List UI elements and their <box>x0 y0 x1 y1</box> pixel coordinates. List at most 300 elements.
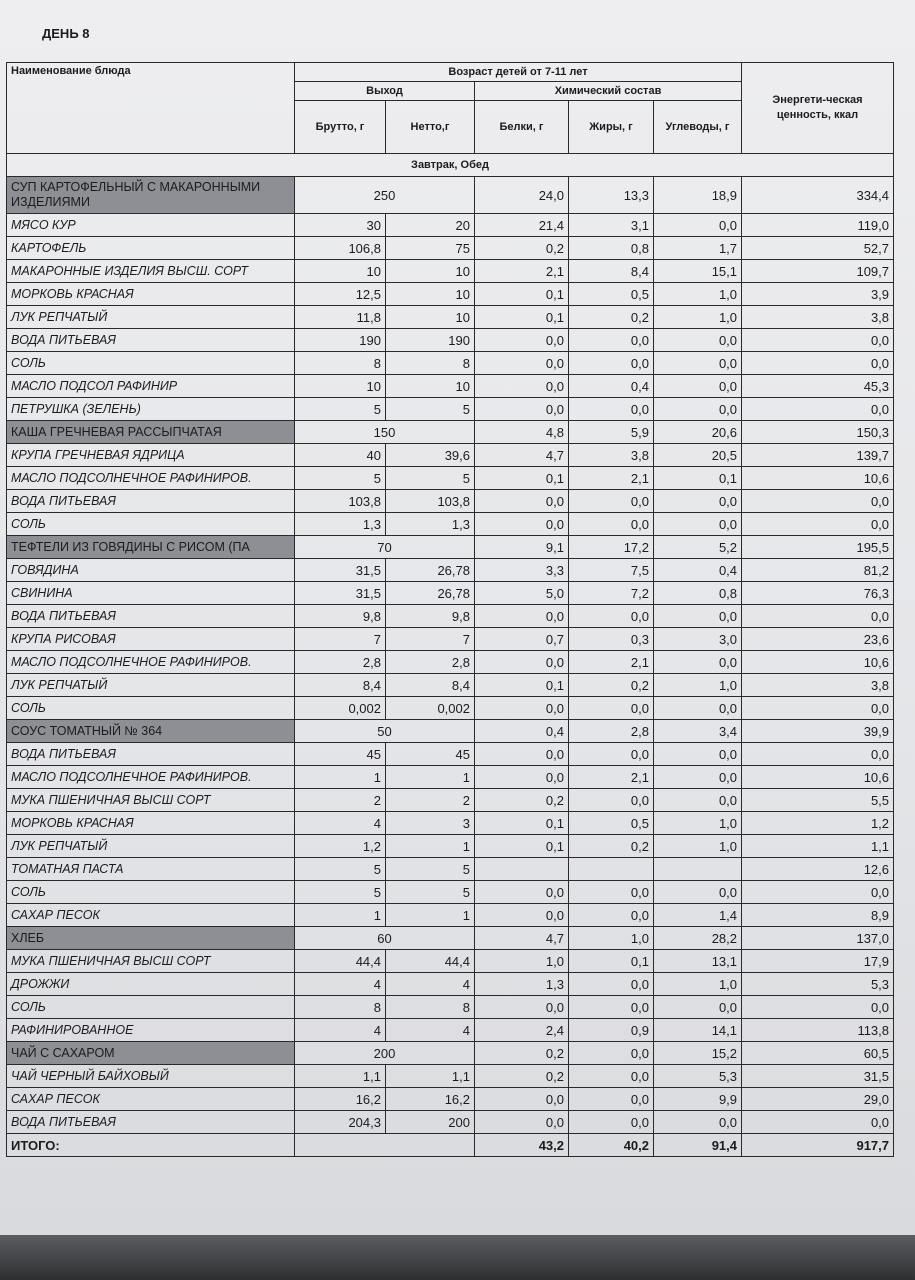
brutto-value: 31,5 <box>295 559 386 582</box>
ingredient-row <box>7 651 894 674</box>
brutto-value: 103,8 <box>295 490 386 513</box>
nutrition-table <box>6 62 894 1157</box>
ingredient-row <box>7 582 894 605</box>
fat-value: 1,0 <box>569 927 654 950</box>
energy-value: 81,2 <box>742 559 894 582</box>
protein-value: 0,2 <box>475 1065 569 1088</box>
ingredient-row <box>7 398 894 421</box>
fat-value: 3,1 <box>569 214 654 237</box>
ingredient-name: СОЛЬ <box>7 996 295 1019</box>
netto-value: 190 <box>386 329 475 352</box>
header-carbs: Углеводы, г <box>654 101 742 154</box>
brutto-value: 1 <box>295 904 386 927</box>
header-protein: Белки, г <box>475 101 569 154</box>
brutto-value: 1,2 <box>295 835 386 858</box>
protein-value: 0,0 <box>475 743 569 766</box>
fat-value: 0,2 <box>569 306 654 329</box>
energy-value: 0,0 <box>742 1111 894 1134</box>
carbs-value: 5,3 <box>654 1065 742 1088</box>
energy-value: 10,6 <box>742 467 894 490</box>
dish-output: 70 <box>295 536 475 559</box>
brutto-value: 11,8 <box>295 306 386 329</box>
protein-value: 4,7 <box>475 927 569 950</box>
total-protein: 43,2 <box>475 1134 569 1157</box>
fat-value: 0,0 <box>569 1065 654 1088</box>
brutto-value: 5 <box>295 398 386 421</box>
fat-value: 2,1 <box>569 766 654 789</box>
protein-value: 0,1 <box>475 306 569 329</box>
carbs-value: 0,0 <box>654 490 742 513</box>
ingredient-name: ПЕТРУШКА (ЗЕЛЕНЬ) <box>7 398 295 421</box>
total-energy: 917,7 <box>742 1134 894 1157</box>
ingredient-name: МАСЛО ПОДСОЛНЕЧНОЕ РАФИНИРОВ. <box>7 467 295 490</box>
ingredient-name: ДРОЖЖИ <box>7 973 295 996</box>
brutto-value: 190 <box>295 329 386 352</box>
energy-value: 3,8 <box>742 674 894 697</box>
ingredient-name: ВОДА ПИТЬЕВАЯ <box>7 1111 295 1134</box>
fat-value: 2,1 <box>569 651 654 674</box>
fat-value: 0,2 <box>569 674 654 697</box>
brutto-value: 1 <box>295 766 386 789</box>
energy-value: 10,6 <box>742 651 894 674</box>
ingredient-name: МАКАРОННЫЕ ИЗДЕЛИЯ ВЫСШ. СОРТ <box>7 260 295 283</box>
ingredient-row <box>7 1088 894 1111</box>
netto-value: 26,78 <box>386 559 475 582</box>
dish-name: КАША ГРЕЧНЕВАЯ РАССЫПЧАТАЯ <box>7 421 295 444</box>
netto-value: 10 <box>386 283 475 306</box>
total-empty <box>295 1134 475 1157</box>
protein-value: 0,0 <box>475 375 569 398</box>
protein-value: 0,1 <box>475 467 569 490</box>
ingredient-row <box>7 628 894 651</box>
ingredient-row <box>7 812 894 835</box>
fat-value: 0,9 <box>569 1019 654 1042</box>
brutto-value: 204,3 <box>295 1111 386 1134</box>
netto-value: 8,4 <box>386 674 475 697</box>
ingredient-name: РАФИНИРОВАННОЕ <box>7 1019 295 1042</box>
brutto-value: 10 <box>295 260 386 283</box>
fat-value: 0,0 <box>569 973 654 996</box>
ingredient-name: ЛУК РЕПЧАТЫЙ <box>7 306 295 329</box>
brutto-value: 31,5 <box>295 582 386 605</box>
carbs-value: 0,0 <box>654 398 742 421</box>
netto-value: 1 <box>386 766 475 789</box>
protein-value: 9,1 <box>475 536 569 559</box>
energy-value: 1,1 <box>742 835 894 858</box>
protein-value: 3,3 <box>475 559 569 582</box>
energy-value: 0,0 <box>742 743 894 766</box>
ingredient-name: СОЛЬ <box>7 697 295 720</box>
protein-value <box>475 858 569 881</box>
protein-value: 2,1 <box>475 260 569 283</box>
protein-value: 0,1 <box>475 835 569 858</box>
carbs-value: 0,0 <box>654 352 742 375</box>
fat-value: 0,0 <box>569 789 654 812</box>
brutto-value: 0,002 <box>295 697 386 720</box>
fat-value: 7,2 <box>569 582 654 605</box>
carbs-value: 20,5 <box>654 444 742 467</box>
carbs-value: 0,0 <box>654 766 742 789</box>
protein-value: 0,0 <box>475 1088 569 1111</box>
fat-value: 0,0 <box>569 1042 654 1065</box>
ingredient-name: СОЛЬ <box>7 352 295 375</box>
ingredient-name: СВИНИНА <box>7 582 295 605</box>
brutto-value: 2,8 <box>295 651 386 674</box>
energy-value: 29,0 <box>742 1088 894 1111</box>
ingredient-row <box>7 697 894 720</box>
protein-value: 0,0 <box>475 352 569 375</box>
background-surface <box>0 1235 915 1280</box>
carbs-value: 1,0 <box>654 283 742 306</box>
netto-value: 1 <box>386 904 475 927</box>
energy-value: 39,9 <box>742 720 894 743</box>
ingredient-name: КРУПА РИСОВАЯ <box>7 628 295 651</box>
header-chem: Химический состав <box>475 82 742 101</box>
dish-row <box>7 177 894 214</box>
carbs-value: 15,1 <box>654 260 742 283</box>
energy-value: 0,0 <box>742 490 894 513</box>
header-fat: Жиры, г <box>569 101 654 154</box>
ingredient-name: МУКА ПШЕНИЧНАЯ ВЫСШ СОРТ <box>7 950 295 973</box>
fat-value: 2,8 <box>569 720 654 743</box>
protein-value: 0,0 <box>475 398 569 421</box>
dish-name: СОУС ТОМАТНЫЙ № 364 <box>7 720 295 743</box>
carbs-value: 1,4 <box>654 904 742 927</box>
ingredient-row <box>7 329 894 352</box>
fat-value: 0,4 <box>569 375 654 398</box>
brutto-value: 8 <box>295 996 386 1019</box>
netto-value: 75 <box>386 237 475 260</box>
ingredient-row <box>7 467 894 490</box>
dish-output: 200 <box>295 1042 475 1065</box>
dish-output: 60 <box>295 927 475 950</box>
carbs-value <box>654 858 742 881</box>
protein-value: 2,4 <box>475 1019 569 1042</box>
netto-value: 39,6 <box>386 444 475 467</box>
energy-value: 3,8 <box>742 306 894 329</box>
energy-value: 0,0 <box>742 513 894 536</box>
netto-value: 1,1 <box>386 1065 475 1088</box>
protein-value: 0,0 <box>475 651 569 674</box>
protein-value: 4,8 <box>475 421 569 444</box>
protein-value: 0,0 <box>475 881 569 904</box>
protein-value: 0,0 <box>475 1111 569 1134</box>
header-brutto: Брутто, г <box>295 101 386 154</box>
fat-value: 2,1 <box>569 467 654 490</box>
netto-value: 5 <box>386 398 475 421</box>
energy-value: 12,6 <box>742 858 894 881</box>
ingredient-row <box>7 1065 894 1088</box>
protein-value: 24,0 <box>475 177 569 214</box>
brutto-value: 5 <box>295 467 386 490</box>
netto-value: 2 <box>386 789 475 812</box>
ingredient-row <box>7 375 894 398</box>
carbs-value: 1,7 <box>654 237 742 260</box>
netto-value: 10 <box>386 260 475 283</box>
netto-value: 44,4 <box>386 950 475 973</box>
carbs-value: 1,0 <box>654 674 742 697</box>
carbs-value: 3,4 <box>654 720 742 743</box>
energy-value: 5,3 <box>742 973 894 996</box>
fat-value: 0,0 <box>569 398 654 421</box>
ingredient-name: МУКА ПШЕНИЧНАЯ ВЫСШ СОРТ <box>7 789 295 812</box>
brutto-value: 4 <box>295 812 386 835</box>
brutto-value: 5 <box>295 858 386 881</box>
ingredient-name: СОЛЬ <box>7 513 295 536</box>
netto-value: 16,2 <box>386 1088 475 1111</box>
energy-value: 137,0 <box>742 927 894 950</box>
energy-value: 17,9 <box>742 950 894 973</box>
protein-value: 0,0 <box>475 329 569 352</box>
netto-value: 9,8 <box>386 605 475 628</box>
protein-value: 0,0 <box>475 513 569 536</box>
ingredient-row <box>7 444 894 467</box>
carbs-value: 13,1 <box>654 950 742 973</box>
total-label: ИТОГО: <box>7 1134 295 1157</box>
brutto-value: 45 <box>295 743 386 766</box>
protein-value: 0,2 <box>475 237 569 260</box>
brutto-value: 7 <box>295 628 386 651</box>
energy-value: 150,3 <box>742 421 894 444</box>
netto-value: 1 <box>386 835 475 858</box>
day-title: ДЕНЬ 8 <box>42 26 90 41</box>
energy-value: 23,6 <box>742 628 894 651</box>
fat-value <box>569 858 654 881</box>
header-dish-name: Наименование блюда <box>7 63 295 154</box>
ingredient-row <box>7 283 894 306</box>
total-row <box>7 1134 894 1157</box>
fat-value: 0,0 <box>569 881 654 904</box>
energy-value: 1,2 <box>742 812 894 835</box>
ingredient-row <box>7 513 894 536</box>
carbs-value: 0,0 <box>654 214 742 237</box>
energy-value: 109,7 <box>742 260 894 283</box>
ingredient-name: САХАР ПЕСОК <box>7 904 295 927</box>
header-output: Выход <box>295 82 475 101</box>
dish-output: 150 <box>295 421 475 444</box>
fat-value: 8,4 <box>569 260 654 283</box>
brutto-value: 1,3 <box>295 513 386 536</box>
carbs-value: 20,6 <box>654 421 742 444</box>
carbs-value: 0,0 <box>654 996 742 1019</box>
fat-value: 0,3 <box>569 628 654 651</box>
header-energy: Энергети-ческая ценность, ккал <box>742 63 894 154</box>
protein-value: 21,4 <box>475 214 569 237</box>
fat-value: 0,5 <box>569 283 654 306</box>
carbs-value: 1,0 <box>654 812 742 835</box>
ingredient-name: ВОДА ПИТЬЕВАЯ <box>7 490 295 513</box>
brutto-value: 16,2 <box>295 1088 386 1111</box>
dish-output: 250 <box>295 177 475 214</box>
carbs-value: 0,0 <box>654 651 742 674</box>
carbs-value: 0,0 <box>654 743 742 766</box>
dish-name: ТЕФТЕЛИ ИЗ ГОВЯДИНЫ С РИСОМ (ПА <box>7 536 295 559</box>
protein-value: 1,3 <box>475 973 569 996</box>
ingredient-name: САХАР ПЕСОК <box>7 1088 295 1111</box>
protein-value: 0,2 <box>475 789 569 812</box>
carbs-value: 0,0 <box>654 881 742 904</box>
energy-value: 60,5 <box>742 1042 894 1065</box>
carbs-value: 1,0 <box>654 835 742 858</box>
fat-value: 0,0 <box>569 904 654 927</box>
carbs-value: 18,9 <box>654 177 742 214</box>
ingredient-row <box>7 1019 894 1042</box>
fat-value: 13,3 <box>569 177 654 214</box>
ingredient-row <box>7 674 894 697</box>
brutto-value: 1,1 <box>295 1065 386 1088</box>
fat-value: 0,2 <box>569 835 654 858</box>
energy-value: 3,9 <box>742 283 894 306</box>
ingredient-name: МАСЛО ПОДСОЛ РАФИНИР <box>7 375 295 398</box>
carbs-value: 3,0 <box>654 628 742 651</box>
ingredient-row <box>7 789 894 812</box>
protein-value: 0,0 <box>475 697 569 720</box>
carbs-value: 0,0 <box>654 605 742 628</box>
netto-value: 26,78 <box>386 582 475 605</box>
ingredient-row <box>7 1111 894 1134</box>
dish-output: 50 <box>295 720 475 743</box>
ingredient-name: ВОДА ПИТЬЕВАЯ <box>7 743 295 766</box>
energy-value: 334,4 <box>742 177 894 214</box>
ingredient-name: ЛУК РЕПЧАТЫЙ <box>7 835 295 858</box>
fat-value: 0,1 <box>569 950 654 973</box>
dish-name: ХЛЕБ <box>7 927 295 950</box>
ingredient-row <box>7 214 894 237</box>
energy-value: 0,0 <box>742 697 894 720</box>
energy-value: 113,8 <box>742 1019 894 1042</box>
ingredient-row <box>7 950 894 973</box>
protein-value: 0,2 <box>475 1042 569 1065</box>
energy-value: 45,3 <box>742 375 894 398</box>
fat-value: 0,0 <box>569 996 654 1019</box>
protein-value: 0,0 <box>475 605 569 628</box>
energy-value: 0,0 <box>742 329 894 352</box>
fat-value: 0,0 <box>569 697 654 720</box>
ingredient-row <box>7 490 894 513</box>
carbs-value: 0,0 <box>654 697 742 720</box>
fat-value: 0,0 <box>569 490 654 513</box>
ingredient-name: МАСЛО ПОДСОЛНЕЧНОЕ РАФИНИРОВ. <box>7 651 295 674</box>
netto-value: 1,3 <box>386 513 475 536</box>
dish-row <box>7 720 894 743</box>
brutto-value: 8,4 <box>295 674 386 697</box>
energy-value: 0,0 <box>742 605 894 628</box>
netto-value: 5 <box>386 858 475 881</box>
carbs-value: 0,0 <box>654 1111 742 1134</box>
ingredient-name: ЛУК РЕПЧАТЫЙ <box>7 674 295 697</box>
protein-value: 4,7 <box>475 444 569 467</box>
brutto-value: 4 <box>295 973 386 996</box>
carbs-value: 1,0 <box>654 306 742 329</box>
dish-row <box>7 1042 894 1065</box>
ingredient-name: МОРКОВЬ КРАСНАЯ <box>7 283 295 306</box>
ingredient-name: ЧАЙ ЧЕРНЫЙ БАЙХОВЫЙ <box>7 1065 295 1088</box>
ingredient-name: МЯСО КУР <box>7 214 295 237</box>
fat-value: 0,0 <box>569 1088 654 1111</box>
energy-value: 0,0 <box>742 398 894 421</box>
protein-value: 0,1 <box>475 674 569 697</box>
carbs-value: 9,9 <box>654 1088 742 1111</box>
netto-value: 0,002 <box>386 697 475 720</box>
netto-value: 5 <box>386 467 475 490</box>
fat-value: 0,0 <box>569 329 654 352</box>
header-netto: Нетто,г <box>386 101 475 154</box>
protein-value: 0,0 <box>475 766 569 789</box>
energy-value: 119,0 <box>742 214 894 237</box>
ingredient-name: ВОДА ПИТЬЕВАЯ <box>7 605 295 628</box>
protein-value: 0,0 <box>475 904 569 927</box>
ingredient-row <box>7 743 894 766</box>
protein-value: 0,0 <box>475 490 569 513</box>
fat-value: 0,0 <box>569 352 654 375</box>
carbs-value: 15,2 <box>654 1042 742 1065</box>
total-carbs: 91,4 <box>654 1134 742 1157</box>
protein-value: 0,0 <box>475 996 569 1019</box>
ingredient-row <box>7 559 894 582</box>
energy-value: 10,6 <box>742 766 894 789</box>
carbs-value: 28,2 <box>654 927 742 950</box>
ingredient-row <box>7 996 894 1019</box>
fat-value: 0,0 <box>569 605 654 628</box>
ingredient-row <box>7 766 894 789</box>
section-label: Завтрак, Обед <box>7 154 894 177</box>
dish-row <box>7 536 894 559</box>
ingredient-name: СОЛЬ <box>7 881 295 904</box>
fat-value: 0,0 <box>569 513 654 536</box>
ingredient-name: ГОВЯДИНА <box>7 559 295 582</box>
energy-value: 195,5 <box>742 536 894 559</box>
fat-value: 17,2 <box>569 536 654 559</box>
energy-value: 0,0 <box>742 996 894 1019</box>
fat-value: 0,0 <box>569 1111 654 1134</box>
netto-value: 200 <box>386 1111 475 1134</box>
brutto-value: 30 <box>295 214 386 237</box>
fat-value: 0,8 <box>569 237 654 260</box>
carbs-value: 1,0 <box>654 973 742 996</box>
ingredient-row <box>7 835 894 858</box>
carbs-value: 0,8 <box>654 582 742 605</box>
netto-value: 8 <box>386 352 475 375</box>
brutto-value: 44,4 <box>295 950 386 973</box>
netto-value: 2,8 <box>386 651 475 674</box>
brutto-value: 5 <box>295 881 386 904</box>
energy-value: 5,5 <box>742 789 894 812</box>
netto-value: 4 <box>386 1019 475 1042</box>
ingredient-name: МАСЛО ПОДСОЛНЕЧНОЕ РАФИНИРОВ. <box>7 766 295 789</box>
dish-row <box>7 421 894 444</box>
energy-value: 52,7 <box>742 237 894 260</box>
carbs-value: 0,0 <box>654 329 742 352</box>
dish-name: СУП КАРТОФЕЛЬНЫЙ С МАКАРОННЫМИ ИЗДЕЛИЯМИ <box>7 177 295 214</box>
netto-value: 7 <box>386 628 475 651</box>
ingredient-row <box>7 973 894 996</box>
brutto-value: 12,5 <box>295 283 386 306</box>
ingredient-name: ВОДА ПИТЬЕВАЯ <box>7 329 295 352</box>
netto-value: 5 <box>386 881 475 904</box>
ingredient-row <box>7 260 894 283</box>
carbs-value: 0,0 <box>654 513 742 536</box>
dish-row <box>7 927 894 950</box>
energy-value: 139,7 <box>742 444 894 467</box>
carbs-value: 0,0 <box>654 375 742 398</box>
dish-name: ЧАЙ С САХАРОМ <box>7 1042 295 1065</box>
netto-value: 8 <box>386 996 475 1019</box>
protein-value: 0,1 <box>475 812 569 835</box>
ingredient-row <box>7 306 894 329</box>
total-fat: 40,2 <box>569 1134 654 1157</box>
brutto-value: 106,8 <box>295 237 386 260</box>
netto-value: 45 <box>386 743 475 766</box>
